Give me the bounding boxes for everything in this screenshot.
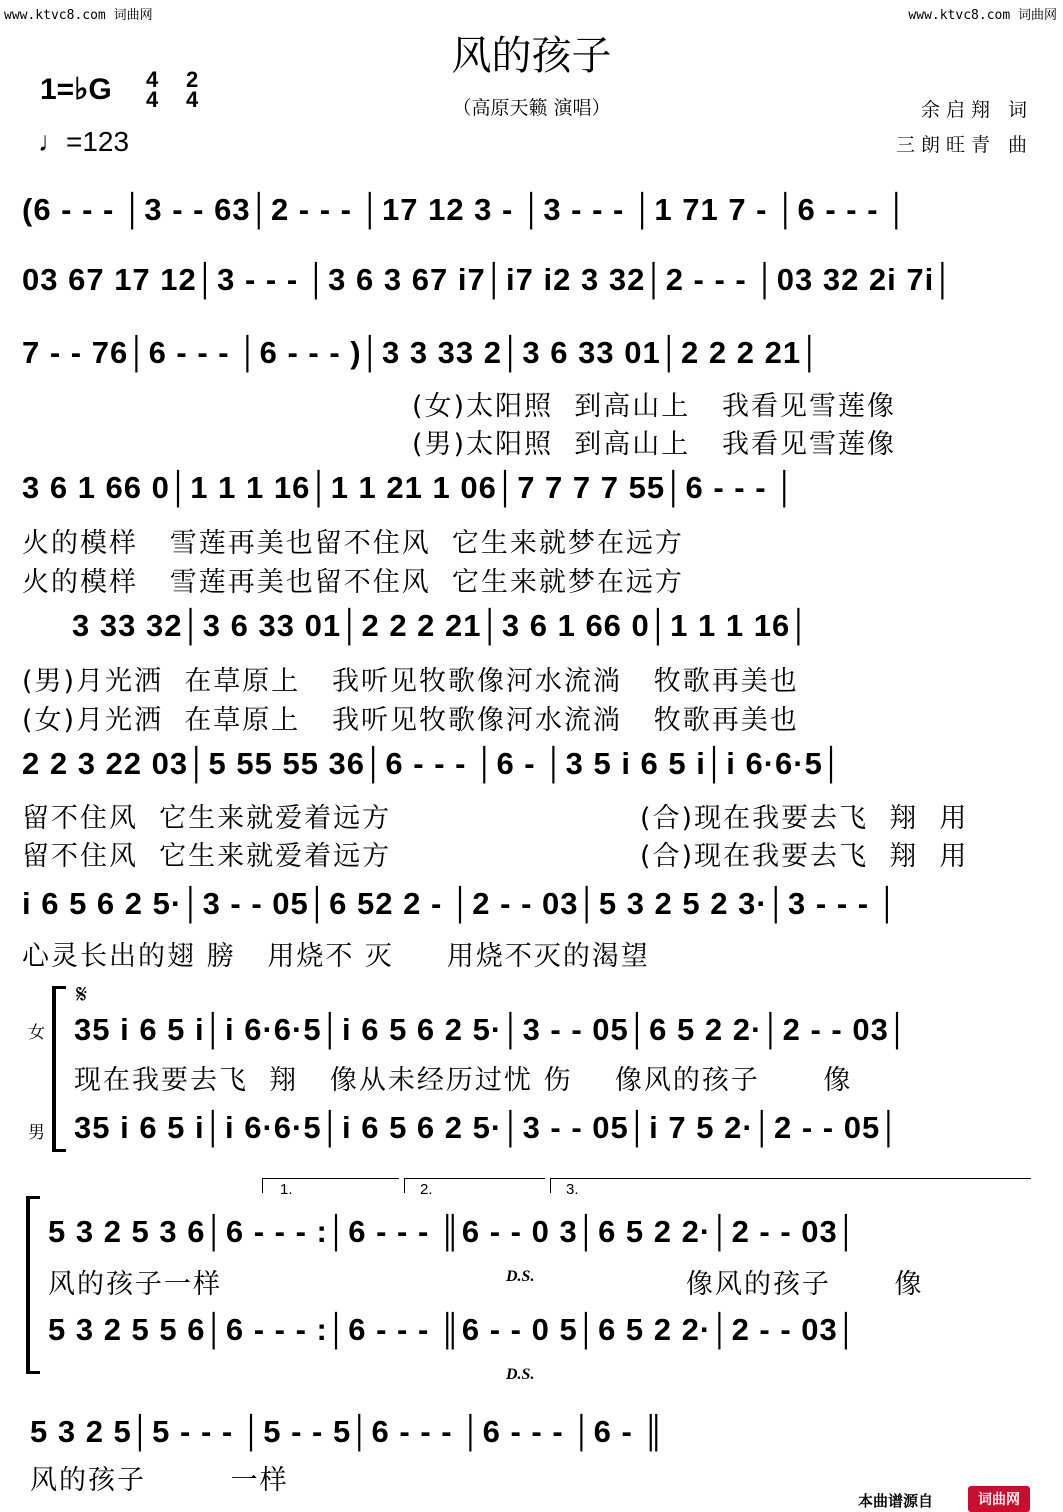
source-note: 本曲谱源自	[858, 1492, 934, 1510]
key-signature: 1=♭G	[40, 73, 112, 106]
lyricist-credit: 余启翔 词	[920, 99, 1033, 121]
lyric-row-8: 现在我要去飞 翔 像从未经历过忧 伤 像风的孩子 像	[74, 1065, 853, 1096]
watermark-left: www.ktvc8.com 词曲网	[4, 8, 153, 23]
volta-3-label: 3.	[566, 1181, 579, 1198]
lyric-row-6b: 留不住风 它生来就爱着远方	[22, 841, 392, 872]
system-bracket-2	[26, 1196, 40, 1374]
lyric-row-5a: (男)月光洒 在草原上 我听见牧歌像河水流淌 牧歌再美也	[22, 666, 799, 697]
composer-credit: 三朗旺青 曲	[895, 134, 1033, 156]
notation-row-1: (6 - - - │3 - - 63│2 - - - │17 12 3 - │3 - - - │1 71 7 - │6 - - - │	[22, 192, 909, 227]
lyric-row-6d: (合)现在我要去飞 翔 用	[640, 841, 969, 872]
part-label-female: 女	[28, 1023, 45, 1043]
notation-row-3: 7 - - 76│6 - - - │6 - - - )│3 3 33 2│3 6 33 01│2 2 2 21│	[22, 335, 822, 370]
system-bracket-1	[52, 986, 66, 1152]
lyric-row-12: 风的孩子 一样	[30, 1465, 289, 1496]
lyric-row-6c: (合)现在我要去飞 翔 用	[640, 803, 969, 834]
singer-subtitle: （高原天籁 演唱）	[452, 97, 611, 119]
notation-row-11: 5 3 2 5 5 6│6 - - - :│6 - - - ║6 - - 0 5│6 5 2 2·│2 - - 03│	[48, 1312, 859, 1347]
song-title: 风的孩子	[451, 33, 612, 79]
notation-row-8: 35 i 6 5 i│i 6·6·5│i 6 5 6 2 5·│3 - - 05│6 5 2 2·│2 - - 03│	[74, 1012, 910, 1047]
notation-row-2: 03 67 17 12│3 - - - │3 6 3 67 i7│i7 i2 3 32│2 - - - │03 32 2i 7i│	[22, 262, 955, 297]
site-logo[interactable]: 词曲网	[968, 1486, 1030, 1512]
ds-marking-2: D.S.	[506, 1366, 535, 1383]
notation-row-6: 2 2 3 22 03│5 55 55 36│6 - - - │6 - │3 5 i 6 5 i│i 6·6·5│	[22, 746, 844, 781]
notation-row-12: 5 3 2 5│5 - - - │5 - - 5│6 - - - │6 - - - │6 - ║	[30, 1414, 666, 1449]
lyric-row-10a: 风的孩子一样	[48, 1269, 222, 1300]
lyric-row-4b: 火的模样 雪莲再美也留不住风 它生来就梦在远方	[22, 567, 684, 598]
volta-1-label: 1.	[280, 1181, 293, 1198]
notation-row-7: i 6 5 6 2 5·│3 - - 05│6 52 2 - │2 - - 03│5 3 2 5 2 3·│3 - - - │	[22, 886, 900, 921]
notation-row-5: 3 33 32│3 6 33 01│2 2 2 21│3 6 1 66 0│1 1 1 16│	[72, 608, 811, 643]
segno-sign: 𝄋	[76, 980, 88, 1010]
lyric-row-4a: 火的模样 雪莲再美也留不住风 它生来就梦在远方	[22, 528, 684, 559]
lyric-row-5b: (女)月光洒 在草原上 我听见牧歌像河水流淌 牧歌再美也	[22, 705, 799, 736]
notation-row-4: 3 6 1 66 0│1 1 1 16│1 1 21 1 06│7 7 7 7 55│6 - - - │	[22, 470, 797, 505]
volta-2-label: 2.	[420, 1181, 433, 1198]
lyric-row-3b: (男)太阳照 到高山上 我看见雪莲像	[412, 429, 896, 460]
volta-3-bracket	[550, 1178, 1031, 1193]
part-label-male: 男	[28, 1123, 45, 1143]
watermark-right: www.ktvc8.com 词曲网	[908, 8, 1057, 23]
time-signature-2-4: 2 4	[186, 67, 199, 112]
tempo-marking: ♩=123	[38, 126, 130, 157]
lyric-row-10b: 像风的孩子 像	[686, 1269, 924, 1300]
lyric-row-6a: 留不住风 它生来就爱着远方	[22, 803, 392, 834]
notation-row-9: 35 i 6 5 i│i 6·6·5│i 6 5 6 2 5·│3 - - 05│i 7 5 2·│2 - - 05│	[74, 1110, 901, 1145]
ds-marking-1: D.S.	[506, 1268, 535, 1285]
lyric-row-7: 心灵长出的翅 膀 用烧不 灭 用烧不灭的渴望	[22, 941, 650, 972]
lyric-row-3a: (女)太阳照 到高山上 我看见雪莲像	[412, 391, 896, 422]
notation-row-10: 5 3 2 5 3 6│6 - - - :│6 - - - ║6 - - 0 3│6 5 2 2·│2 - - 03│	[48, 1214, 859, 1249]
time-signature-4-4: 4 4	[146, 67, 159, 112]
